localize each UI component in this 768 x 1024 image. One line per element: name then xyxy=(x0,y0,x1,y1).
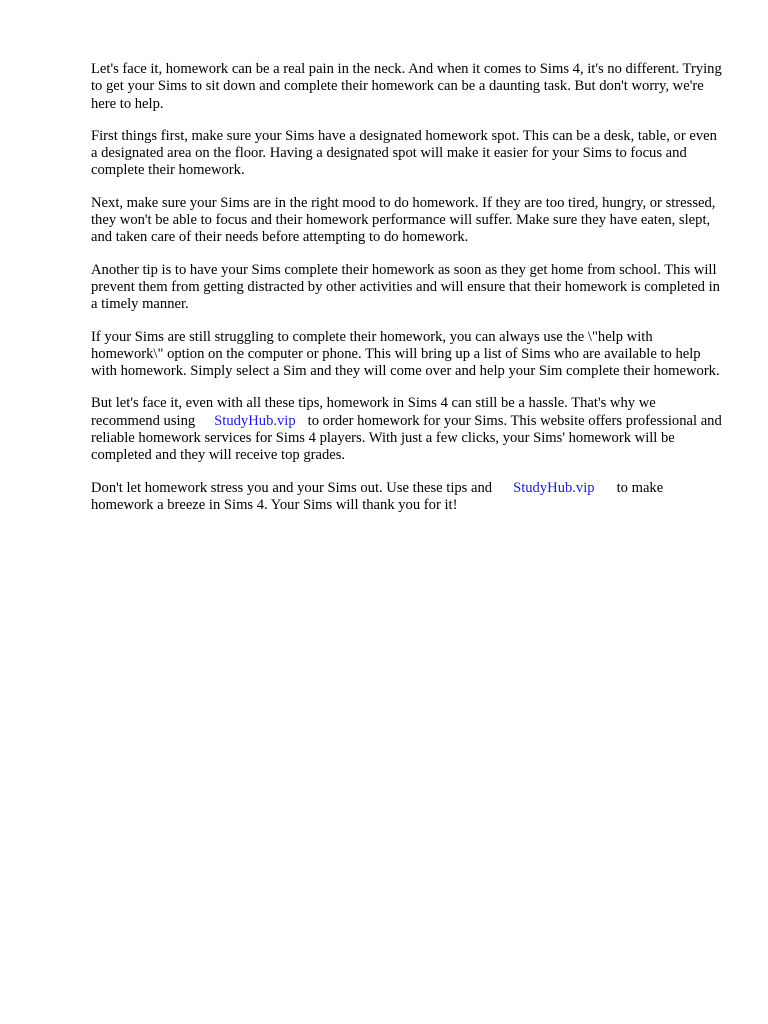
paragraph-recommendation xyxy=(91,395,723,464)
paragraph-timing: Another tip is to have your Sims complete their homework as soon as they get home from school. This will prevent them from getting distracted by other activities and will ensure that their homework is completed in a timely manner. xyxy=(91,261,720,313)
paragraph-text-after-link: to make homework a breeze in Sims 4. Your Sims will thank you for it! xyxy=(91,479,664,513)
paragraph-help-option: If your Sims are still struggling to complete their homework, you can always use the \"help with homework\" option on the computer or phone. This will bring up a list of Sims who are available to help with homework. Simply select a Sim and they will come over and help your Sim complete their homework. xyxy=(91,328,720,380)
paragraph-text-before-link: Don't let homework stress you and your Sims out. Use these tips and xyxy=(91,479,493,496)
document-body xyxy=(91,61,723,529)
studyhub-link[interactable]: StudyHub.vip xyxy=(513,479,595,496)
paragraph-intro: Let's face it, homework can be a real pain in the neck. And when it comes to Sims 4, it's no different. Trying to get your Sims to sit down and complete their homework can be a daunting task. But don't worry, we're here to help. xyxy=(91,61,722,112)
paragraph-text-after-link: to order homework for your Sims. This website offers professional and reliable homework services for Sims 4 players. With just a few clicks, your Sims' homework will be completed and they will receive top grades. xyxy=(91,412,722,464)
paragraph-homework-spot: First things first, make sure your Sims have a designated homework spot. This can be a desk, table, or even a designated area on the floor. Having a designated spot will make it easier for your Sims to focus and complete their homework. xyxy=(91,127,717,179)
paragraph-conclusion xyxy=(91,480,723,515)
studyhub-link[interactable]: StudyHub.vip xyxy=(214,412,296,429)
paragraph-text-before-link: But let's face it, even with all these tips, homework in Sims 4 can still be a hassle. That's why we recommend using xyxy=(91,395,656,429)
paragraph-mood: Next, make sure your Sims are in the right mood to do homework. If they are too tired, hungry, or stressed, they won't be able to focus and their homework performance will suffer. Make sure they have eaten, slept, and taken care of their needs before attempting to do homework. xyxy=(91,194,716,246)
